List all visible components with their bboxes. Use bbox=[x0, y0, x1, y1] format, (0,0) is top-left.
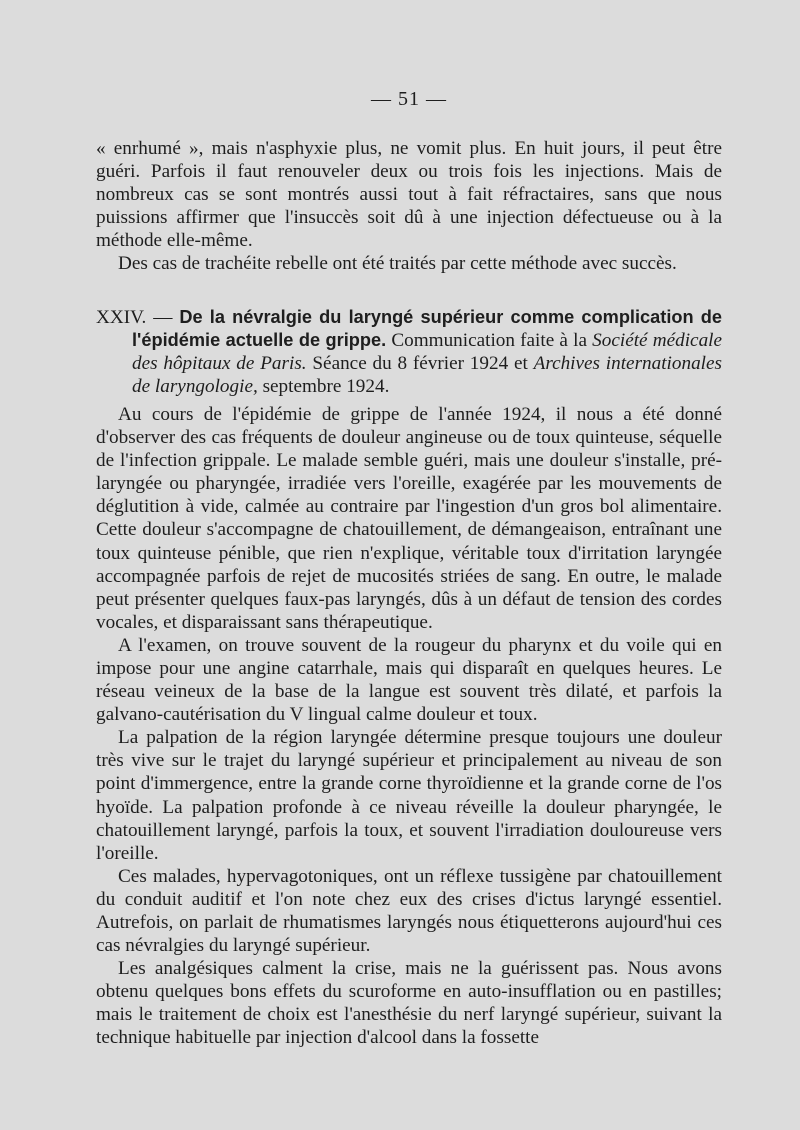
paragraph-5: La palpation de la région laryngée détermine presque toujours une douleur très vive sur le trajet du laryngé supérieur et principalement au niveau de son point d'immergence, entre la grande corne thyroïdienne et la grande corne de l'os hyoïde. La palpation profonde à ce niveau réveille la douleur pharyngée, le chatouillement laryngé, parfois la toux, et souvent l'irradiation douloureuse vers l'oreille. bbox=[96, 727, 722, 864]
paragraph-4: A l'examen, on trouve souvent de la rougeur du pharynx et du voile qui en impose pour une angine catarrhale, mais qui disparaît en quelques heures. Le réseau veineux de la base de la langue est souvent très dilaté, et parfois la galvano-cautérisation du V lingual calme douleur et toux. bbox=[96, 634, 722, 726]
paragraph-2: Des cas de trachéite rebelle ont été traités par cette méthode avec succès. bbox=[118, 253, 677, 275]
paragraph-3: Au cours de l'épidémie de grippe de l'année 1924, il nous a été donné d'observer des cas fréquents de douleur angineuse ou de toux quinteuse, séquelle de l'infection grippale. Le malade semble guéri, mais une douleur s'installe, pré-laryngée ou pharyngée, irradiée vers l'oreille, exagérée par les mouvements de déglutition à vide, calmée au contraire par l'ingestion d'un gros bol alimentaire. Cette douleur s'accompagne de chatouillement, de démangeaison, entraînant une toux quinteuse pénible, que rien n'explique, véritable toux d'irritation laryngée accompagnée parfois de rejet de mucosités striées de sang. En outre, le malade peut présenter quelques faux-pas laryngés, dûs à un défaut de tension des cordes vocales, et disparaissant sans thérapeutique. bbox=[96, 403, 722, 633]
section-number: XXIV. — bbox=[96, 306, 180, 328]
section-title: De la névralgie du laryngé supérieur comme complication de l'épidémie actuelle de grippe. bbox=[132, 306, 723, 350]
paragraph-6: Ces malades, hypervagotoniques, ont un réflexe tussigène par chatouillement du conduit auditif et l'on note chez eux des crises d'ictus laryngé essentiel. Autrefois, on parlait de rhumatismes laryngés nous étiquetterons aujourd'hui ces cas névralgies du laryngé supérieur. bbox=[96, 865, 722, 957]
paragraph-1: « enrhumé », mais n'asphyxie plus, ne vomit plus. En huit jours, il peut être guéri. Parfois il faut renouveler deux ou trois fois les injections. Mais de nombreux cas se sont montrés aussi tout à fait réfractaires, sans que nous puissions affirmer que l'insuccès soit dû à une injection défectueuse ou à la méthode elle-même. bbox=[96, 138, 722, 252]
section-journal-2: Archives internationales de laryngologie, bbox=[132, 352, 722, 397]
section-text-1: Communication faite à la bbox=[386, 329, 593, 351]
paragraph-7: Les analgésiques calment la crise, mais ne la guérissent pas. Nous avons obtenu quelques bons effets du scuroforme en auto-insufflation ou en pastilles; mais le traitement de choix est l'anesthésie du nerf laryngé supérieur, suivant la technique habituelle par injection d'alcool dans la fossette bbox=[96, 958, 722, 1049]
section-text-3: septembre 1924. bbox=[257, 375, 390, 397]
page-number: — 51 — bbox=[371, 88, 447, 110]
section-gap bbox=[96, 276, 722, 306]
section-text-2: Séance du 8 février 1924 et bbox=[306, 352, 534, 374]
section-journal-1: Société médicale des hôpitaux de Paris. bbox=[132, 329, 723, 374]
section-heading bbox=[96, 306, 722, 398]
